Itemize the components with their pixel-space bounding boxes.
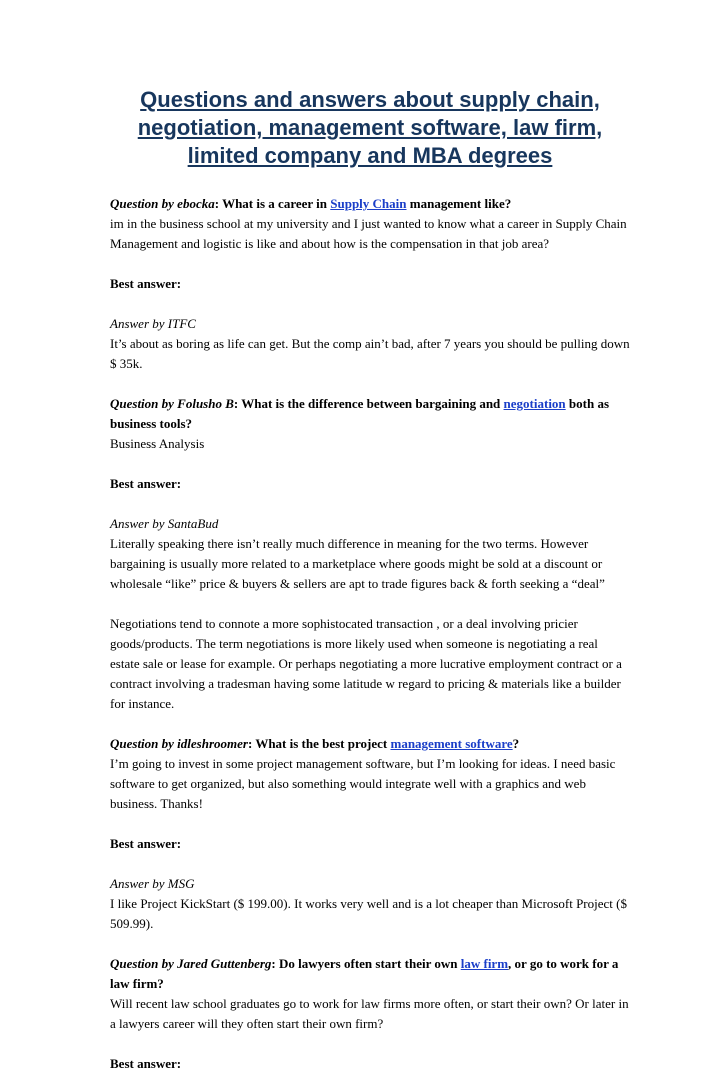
question-author: Question by ebocka [110, 196, 215, 211]
question-keyword-link[interactable]: management software [390, 736, 513, 751]
question-block [110, 734, 630, 814]
answer-author: Answer by SantaBud [110, 516, 219, 531]
question-details: I’m going to invest in some project management software, but I’m looking for ideas. I need basic software to get organized, but also something would integrate well with a graphics and web business. Thanks! [110, 756, 616, 811]
question-keyword-link[interactable]: Supply Chain [330, 196, 407, 211]
question-text-post: management like? [406, 196, 512, 211]
question-details: Will recent law school graduates go to work for law firms more often, or start their own? Or later in a lawyers career will they often start their own firm? [110, 996, 629, 1031]
question-block [110, 194, 630, 254]
question-text-pre: : What is a career in [214, 196, 331, 211]
answer-paragraph: Negotiations tend to connote a more sophistocated transaction , or a deal involving pricier goods/products. The term negotiations is more likely used when someone is negotiating a real estate sale or lease for example. Or perhaps negotiating a more lucrative employment contract or a contract involving a tradesman having some latitude w regard to pricing & materials like a builder for instance. [110, 616, 622, 711]
answer-paragraph: I like Project KickStart ($ 199.00). It works very well and is a lot cheaper than Microsoft Project ($ 509.99). [110, 896, 627, 931]
best-answer-label: Best answer: [110, 476, 182, 491]
question-details: Business Analysis [110, 436, 205, 451]
question-author: Question by idleshroomer [110, 736, 248, 751]
answer-author: Answer by ITFC [110, 316, 196, 331]
question-text-pre: : Do lawyers often start their own [271, 956, 461, 971]
question-text-post: ? [512, 736, 520, 751]
question-text [215, 196, 512, 211]
title-line-3: limited company and MBA degrees [187, 143, 553, 168]
question-block [110, 394, 630, 454]
answer-block [110, 314, 630, 374]
question-details: im in the business school at my university and I just wanted to know what a career in Supply Chain Management and logistic is like and about how is the compensation in that job area? [110, 216, 627, 251]
answer-block [110, 514, 630, 594]
page-title [110, 86, 630, 170]
qa-body [110, 194, 630, 1074]
best-answer-label: Best answer: [110, 1056, 182, 1071]
title-line-2: negotiation, management software, law firm, [137, 115, 603, 140]
answer-paragraph: It’s about as boring as life can get. But the comp ain’t bad, after 7 years you should be pulling down $ 35k. [110, 336, 630, 371]
question-text-post: both as business tools? [110, 396, 610, 431]
question-text-pre: : What is the difference between bargaining and [233, 396, 504, 411]
question-author: Question by Jared Guttenberg [110, 956, 272, 971]
question-text-post: , or go to work for a law firm? [110, 956, 619, 991]
answer-block [110, 874, 630, 934]
best-answer-label: Best answer: [110, 276, 182, 291]
question-keyword-link[interactable]: law firm [460, 956, 509, 971]
answer-paragraph: Literally speaking there isn’t really much difference in meaning for the two terms. However bargaining is usually more related to a marketplace where goods might be sold at a discount or wholesale “like” price & buyers & sellers are apt to trade figures back & forth seeking a “deal” [110, 536, 605, 591]
question-keyword-link[interactable]: negotiation [503, 396, 566, 411]
best-answer-label: Best answer: [110, 836, 182, 851]
question-block [110, 954, 630, 1034]
question-text [248, 736, 519, 751]
question-author: Question by Folusho B [110, 396, 234, 411]
question-text-pre: : What is the best project [247, 736, 391, 751]
answer-author: Answer by MSG [110, 876, 195, 891]
title-line-1: Questions and answers about supply chain, [140, 87, 600, 112]
